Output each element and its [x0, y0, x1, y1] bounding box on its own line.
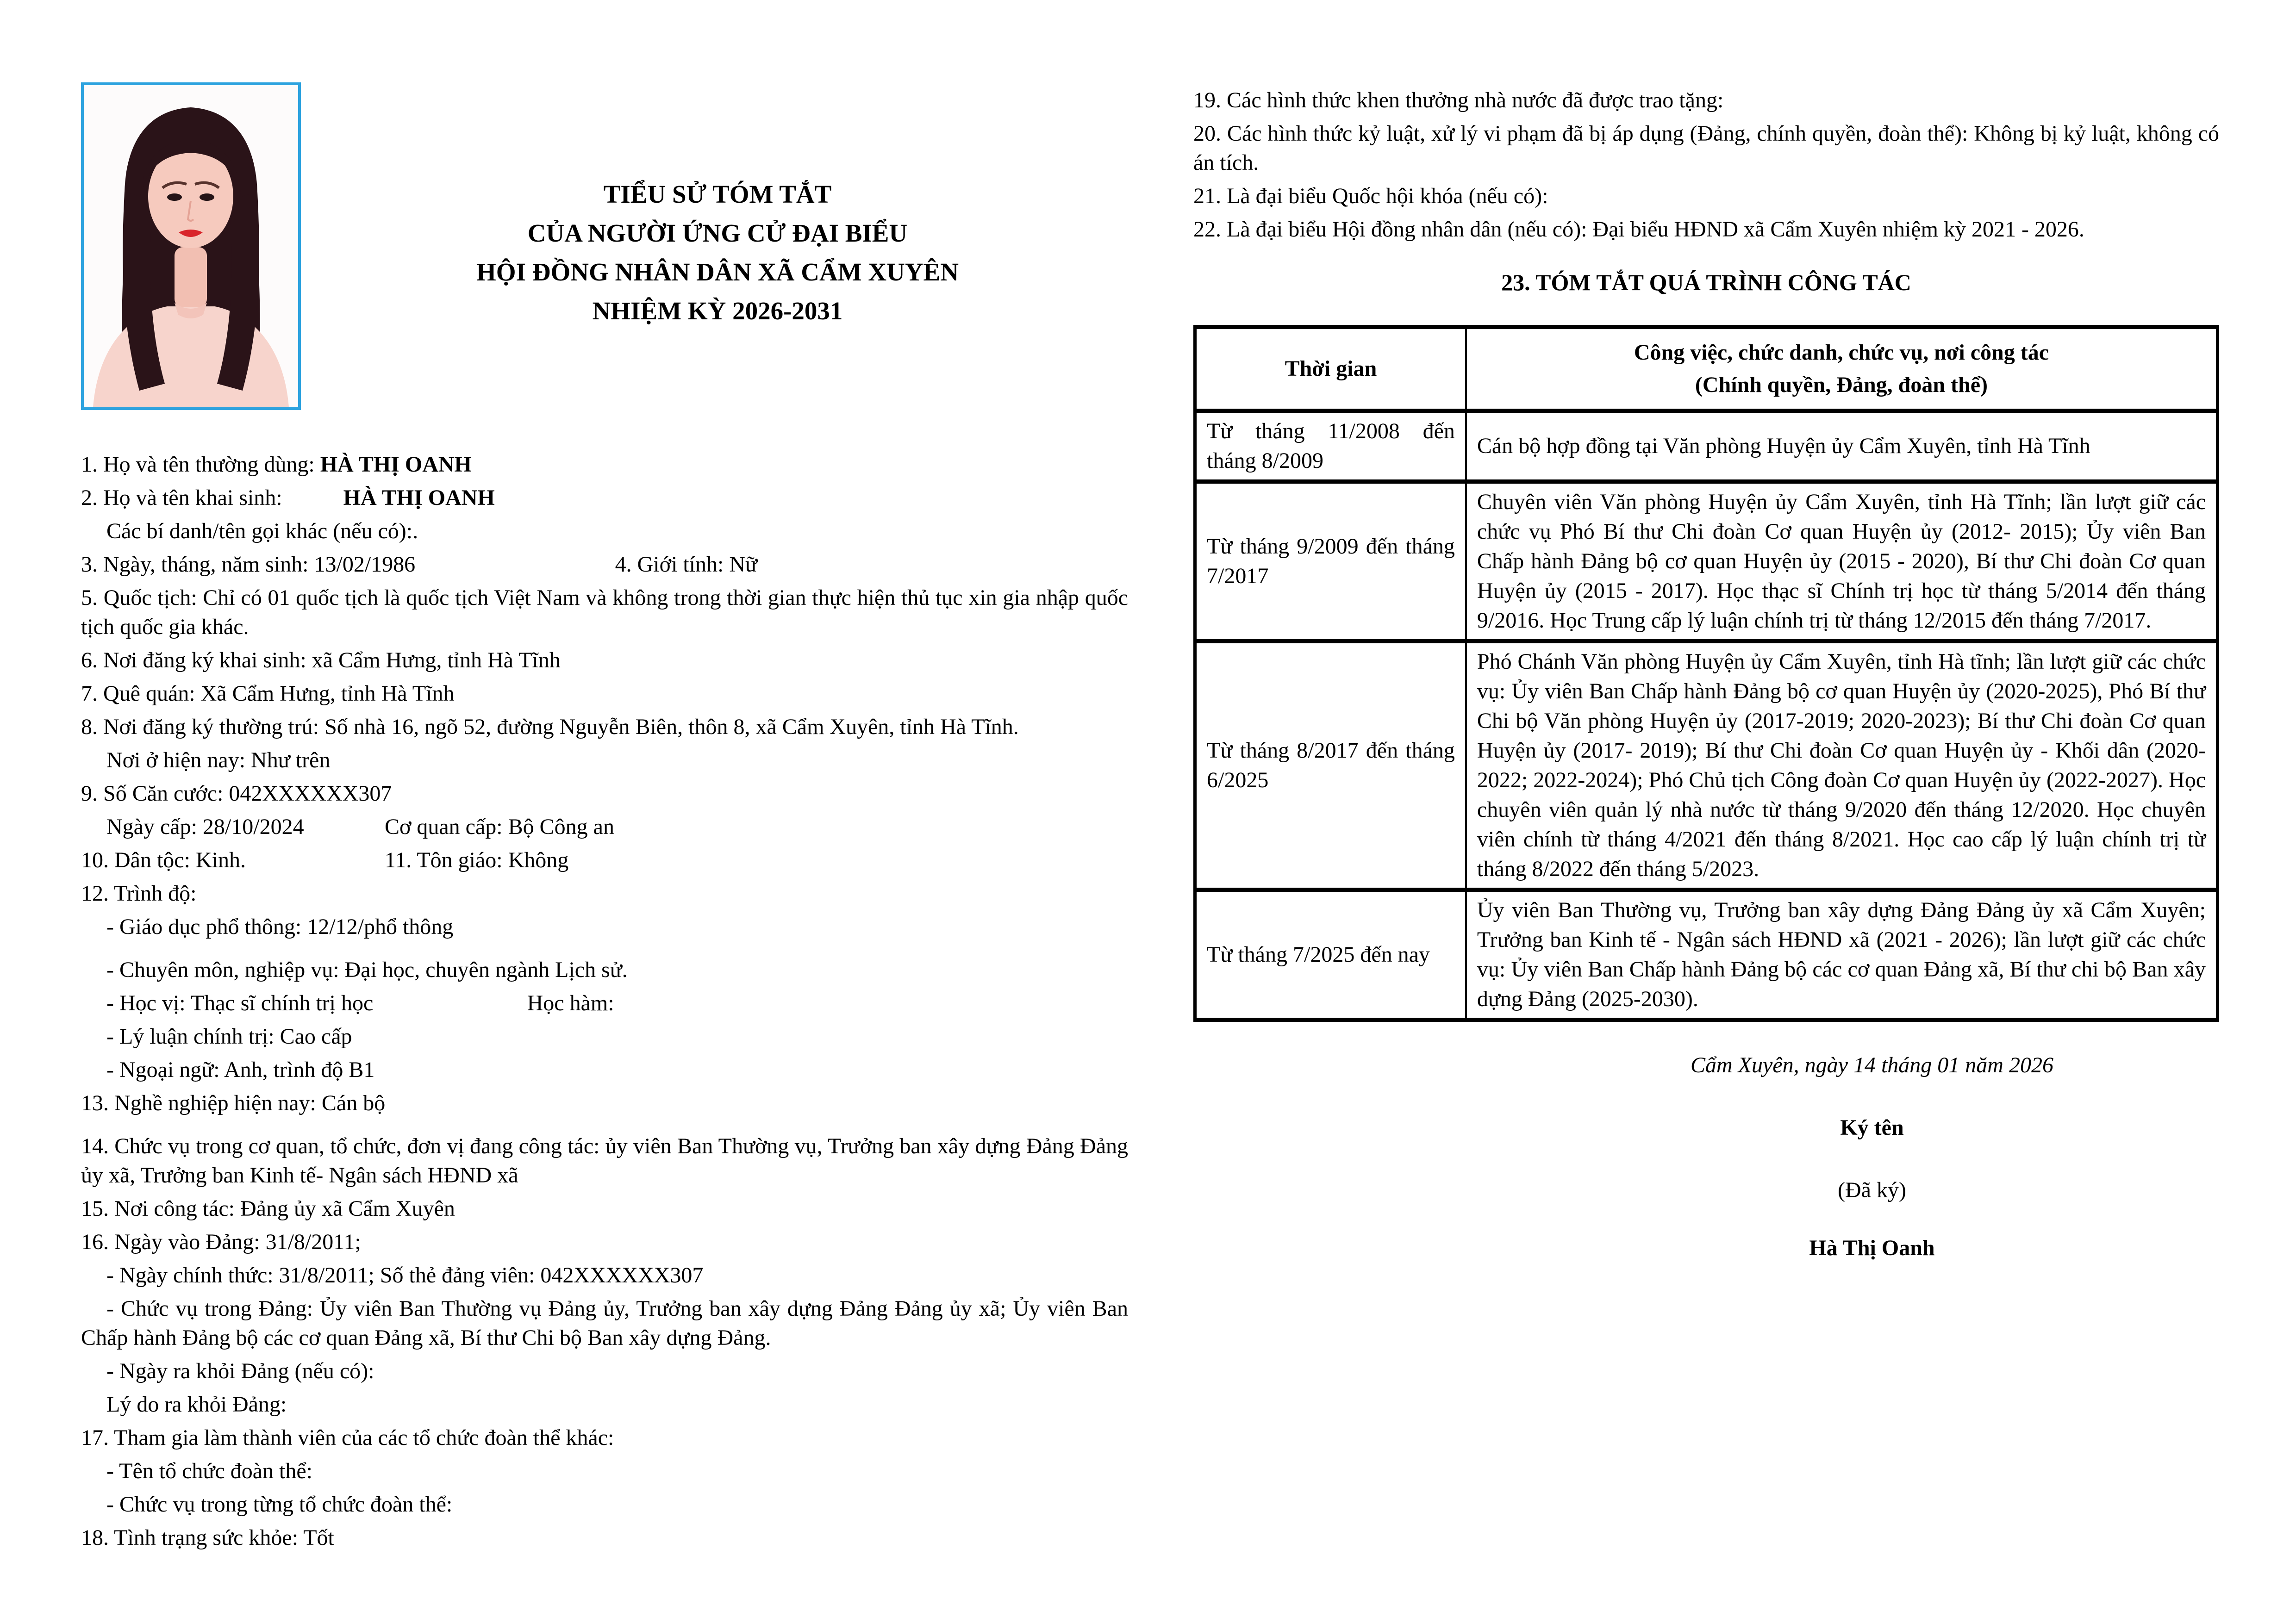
title-line-1: TIỂU SỬ TÓM TẮT — [603, 180, 832, 208]
row2-work: Chuyên viên Văn phòng Huyện ủy Cẩm Xuyên, tỉnh Hà Tĩnh; lần lượt giữ các chức vụ Phó Bí thư Chi đoàn Cơ quan Huyện ủy (2012- 2015); Ủy viên Ban Chấp hành Đảng bộ cơ quan Huyện ủy (2015 - 2020), Bí thư Chi đoàn Cơ quan Huyện ủy (2015 - 2017). Học thạc sĩ Chính trị học từ tháng 5/2014 đến tháng 9/2016. Học Trung cấp lý luận chính trị từ tháng 12/2015 đến tháng 7/2017. — [1466, 482, 2218, 641]
field-id-issue-date: Ngày cấp: 28/10/2024 — [106, 815, 304, 839]
field-na-deputy: 21. Là đại biểu Quốc hội khóa (nếu có): — [1193, 184, 1548, 208]
field-party-position: - Chức vụ trong Đảng: Ủy viên Ban Thường vụ Đảng ủy, Trưởng ban xây dựng Đảng Đảng ủy xã; Ủy viên Ban Chấp hành Đảng bộ các cơ quan Đảng xã, Bí thư Chi bộ Ban xây dựng Đảng. — [81, 1296, 1128, 1350]
field-hometown: 7. Quê quán: Xã Cẩm Hưng, tỉnh Hà Tĩnh — [81, 681, 455, 706]
row4-time: Từ tháng 7/2025 đến nay — [1195, 890, 1466, 1020]
field-political-theory: - Lý luận chính trị: Cao cấp — [106, 1024, 352, 1049]
field-health: 18. Tình trạng sức khỏe: Tốt — [81, 1525, 334, 1550]
field-id-number: 9. Số Căn cước: 042XXXXXX307 — [81, 781, 392, 806]
row3-work: Phó Chánh Văn phòng Huyện ủy Cẩm Xuyên, tỉnh Hà tĩnh; lần lượt giữ các chức vụ: Ủy viên Ban Chấp hành Đảng bộ cơ quan Huyện ủy (2020-2025), Phó Bí thư Chi bộ Văn phòng Huyện ủy (2017-2019; 2020-2023); Bí thư Chi đoàn Cơ quan Huyện ủy (2017- 2019); Bí thư Chi đoàn Cơ quan Huyện ủy - Khối dân (2020-2022; 2022-2024); Phó Chủ tịch Công đoàn Cơ quan Huyện ủy (2022-2027). Học chuyên viên quản lý nhà nước từ tháng 9/2020 đến tháng 12/2020. Học chuyên viên chính từ tháng 4/2021 đến tháng 8/2021. Học cao cấp lý luận chính trị từ tháng 8/2022 đến tháng 5/2023. — [1466, 641, 2218, 890]
field-party-leave-reason: Lý do ra khỏi Đảng: — [106, 1392, 287, 1417]
table-header-work — [1466, 327, 2218, 411]
field-degree-title — [81, 989, 1128, 1018]
table-row — [1195, 411, 2218, 482]
field-discipline: 20. Các hình thức kỷ luật, xử lý vi phạm đã bị áp dụng (Đảng, chính quyền, đoàn thể): Không bị kỷ luật, không có án tích. — [1193, 121, 2219, 175]
document-title — [306, 175, 1129, 330]
field-ethnicity-religion — [81, 846, 1128, 875]
portrait-photo-illustration — [84, 85, 298, 407]
field-occupation: 13. Nghề nghiệp hiện nay: Cán bộ — [81, 1091, 386, 1115]
field-party-leave-date: - Ngày ra khỏi Đảng (nếu có): — [106, 1359, 374, 1383]
field-education-level: 12. Trình độ: — [81, 881, 197, 906]
table-header-time: Thời gian — [1195, 327, 1466, 411]
portrait-photo — [81, 82, 301, 410]
field-org-name: - Tên tổ chức đoàn thể: — [106, 1459, 312, 1483]
right-column — [1193, 86, 2219, 1263]
field-birth-name — [81, 483, 1128, 512]
title-line-4: NHIỆM KỲ 2026-2031 — [592, 297, 843, 325]
signer-name: Hà Thị Oanh — [1809, 1236, 1935, 1260]
field-professional: - Chuyên môn, nghiệp vụ: Đại học, chuyên ngành Lịch sử. — [106, 958, 628, 982]
row1-work: Cán bộ hợp đồng tại Văn phòng Huyện ủy Cẩm Xuyên, tỉnh Hà Tĩnh — [1466, 411, 2218, 482]
field-workplace: 15. Nơi công tác: Đảng ủy xã Cẩm Xuyên — [81, 1196, 455, 1221]
field-aliases: Các bí danh/tên gọi khác (nếu có):. — [106, 519, 418, 543]
field-council-deputy: 22. Là đại biểu Hội đồng nhân dân (nếu có): Đại biểu HĐND xã Cẩm Xuyên nhiệm kỳ 2021 - 2026. — [1193, 217, 2084, 242]
field-full-name-label: 1. Họ và tên thường dùng: — [81, 452, 320, 477]
field-dob: 3. Ngày, tháng, năm sinh: 13/02/1986 — [81, 552, 416, 577]
row4-work: Ủy viên Ban Thường vụ, Trưởng ban xây dựng Đảng Đảng ủy xã Cẩm Xuyên; Trưởng ban Kinh tế - Ngân sách HĐND xã (2021 - 2026); lần lượt giữ các chức vụ: Ủy viên Ban Chấp hành Đảng bộ các cơ quan Đảng xã, Bí thư chi bộ Ban xây dựng Đảng (2025-2030). — [1466, 890, 2218, 1020]
left-column — [81, 450, 1128, 1552]
field-religion: 11. Tôn giáo: Không — [384, 848, 569, 872]
table-row — [1195, 890, 2218, 1020]
field-party-join-date: 16. Ngày vào Đảng: 31/8/2011; — [81, 1230, 361, 1254]
work-history-table — [1193, 325, 2219, 1022]
field-awards: 19. Các hình thức khen thưởng nhà nước đã được trao tặng: — [1193, 88, 1724, 112]
signature-label: Ký tên — [1840, 1115, 1904, 1140]
signed-note: (Đã ký) — [1838, 1178, 1906, 1202]
field-general-education: - Giáo dục phổ thông: 12/12/phổ thông — [106, 915, 454, 939]
field-organizations: 17. Tham gia làm thành viên của các tổ chức đoàn thể khác: — [81, 1425, 614, 1450]
field-id-issue-agency: Cơ quan cấp: Bộ Công an — [384, 815, 614, 839]
field-party-official-date: - Ngày chính thức: 31/8/2011; Số thẻ đảng viên: 042XXXXXX307 — [106, 1263, 704, 1288]
signature-block — [1525, 1051, 2219, 1263]
title-line-3: HỘI ĐỒNG NHÂN DÂN XÃ CẨM XUYÊN — [476, 258, 959, 286]
field-permanent-residence: 8. Nơi đăng ký thường trú: Số nhà 16, ngõ 52, đường Nguyễn Biên, thôn 8, xã Cẩm Xuyên, tỉnh Hà Tĩnh. — [81, 715, 1019, 739]
field-gender: 4. Giới tính: Nữ — [615, 552, 758, 577]
field-birth-name-value: HÀ THỊ OANH — [343, 485, 495, 510]
section-23-title: 23. TÓM TẮT QUÁ TRÌNH CÔNG TÁC — [1501, 269, 1911, 295]
signature-place-date: Cẩm Xuyên, ngày 14 tháng 01 năm 2026 — [1691, 1053, 2053, 1077]
field-full-name — [81, 450, 1128, 479]
field-dob-gender — [81, 550, 1128, 579]
field-degree: - Học vị: Thạc sĩ chính trị học — [106, 991, 374, 1015]
field-nationality: 5. Quốc tịch: Chỉ có 01 quốc tịch là quốc tịch Việt Nam và không trong thời gian thực hiện thủ tục xin gia nhập quốc tịch quốc gia khác. — [81, 585, 1128, 639]
field-position: 14. Chức vụ trong cơ quan, tổ chức, đơn vị đang công tác: ủy viên Ban Thường vụ, Trưởng ban xây dựng Đảng Đảng ủy xã, Trưởng ban Kinh tế- Ngân sách HĐND xã — [81, 1134, 1128, 1188]
field-academic-title: Học hàm: — [527, 991, 614, 1015]
field-org-position: - Chức vụ trong từng tổ chức đoàn thể: — [106, 1492, 453, 1517]
field-birth-registration: 6. Nơi đăng ký khai sinh: xã Cẩm Hưng, tỉnh Hà Tĩnh — [81, 648, 561, 672]
field-foreign-language: - Ngoại ngữ: Anh, trình độ B1 — [106, 1058, 375, 1082]
table-row — [1195, 482, 2218, 641]
table-header-work-line1: Công việc, chức danh, chức vụ, nơi công tác — [1634, 340, 2049, 365]
table-row — [1195, 641, 2218, 890]
field-current-residence: Nơi ở hiện nay: Như trên — [106, 748, 331, 772]
title-line-2: CỦA NGƯỜI ỨNG CỬ ĐẠI BIỂU — [527, 219, 908, 247]
table-header-work-line2: (Chính quyền, Đảng, đoàn thể) — [1695, 373, 1988, 397]
field-full-name-value: HÀ THỊ OANH — [320, 452, 472, 477]
row3-time: Từ tháng 8/2017 đến tháng 6/2025 — [1195, 641, 1466, 890]
row1-time: Từ tháng 11/2008 đến tháng 8/2009 — [1195, 411, 1466, 482]
row2-time: Từ tháng 9/2009 đến tháng 7/2017 — [1195, 482, 1466, 641]
field-birth-name-label: 2. Họ và tên khai sinh: — [81, 485, 288, 510]
field-id-issue — [81, 812, 1128, 841]
field-ethnicity: 10. Dân tộc: Kinh. — [81, 848, 246, 872]
table-header-row — [1195, 327, 2218, 411]
